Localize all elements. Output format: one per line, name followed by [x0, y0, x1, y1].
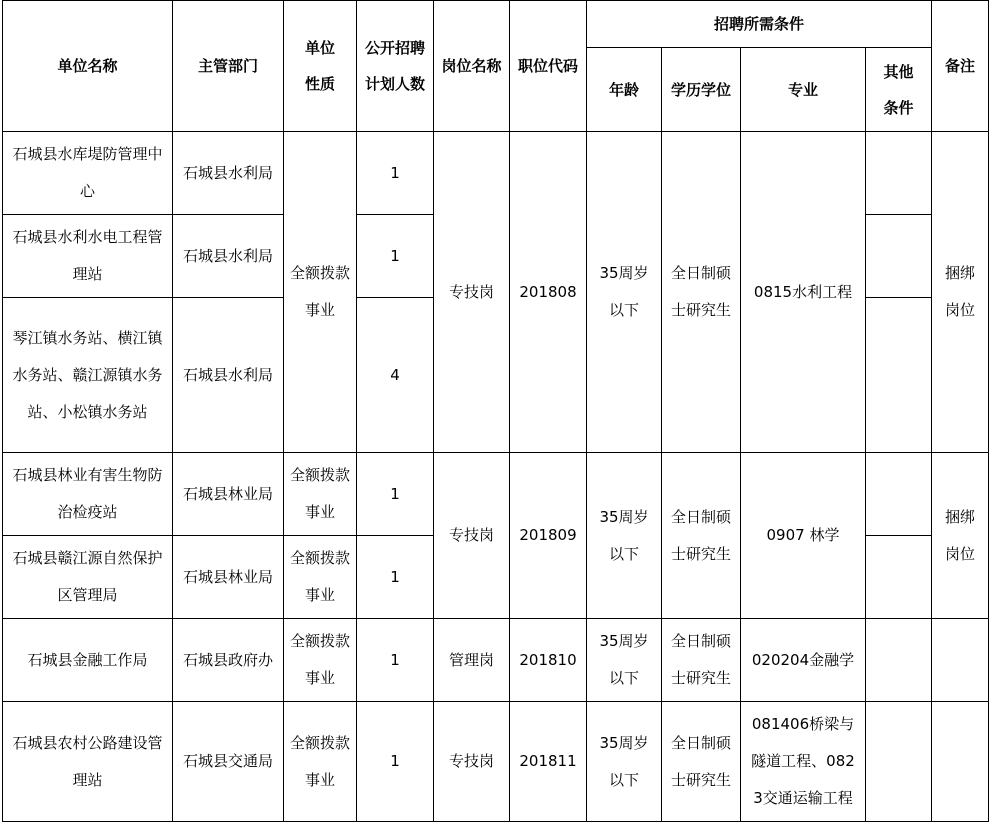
other-cell: [866, 215, 932, 298]
education-cell: 全日制硕士研究生: [662, 619, 741, 702]
unit-name-cell: 石城县金融工作局: [3, 619, 173, 702]
header-code: 职位代码: [510, 1, 587, 132]
table-row: [3, 132, 989, 215]
other-cell: [866, 132, 932, 215]
other-cell: [866, 298, 932, 453]
plan-cell: 1: [357, 132, 434, 215]
age-cell: 35周岁以下: [587, 619, 662, 702]
recruitment-table: [2, 0, 989, 822]
header-plan: 公开招聘计划人数: [357, 1, 434, 132]
header-conditions: 招聘所需条件: [587, 1, 932, 48]
header-unit-type: 单位性质: [284, 1, 357, 132]
other-cell: [866, 453, 932, 536]
plan-cell: 4: [357, 298, 434, 453]
remark-cell: [932, 619, 989, 702]
unit-type-cell: 全额拨款事业: [284, 453, 357, 536]
unit-type-cell: 全额拨款事业: [284, 702, 357, 822]
plan-cell: 1: [357, 215, 434, 298]
major-cell: 020204金融学: [741, 619, 866, 702]
remark-cell: 捆绑岗位: [932, 132, 989, 453]
header-unit-name: 单位名称: [3, 1, 173, 132]
code-cell: 201808: [510, 132, 587, 453]
unit-name-cell: 琴江镇水务站、横江镇水务站、赣江源镇水务站、小松镇水务站: [3, 298, 173, 453]
unit-name-cell: 石城县赣江源自然保护区管理局: [3, 536, 173, 619]
table-row: [3, 453, 989, 536]
remark-cell: 捆绑岗位: [932, 453, 989, 619]
remark-cell: [932, 702, 989, 822]
dept-cell: 石城县水利局: [173, 215, 284, 298]
other-cell: [866, 619, 932, 702]
header-remark: 备注: [932, 1, 989, 132]
dept-cell: 石城县林业局: [173, 453, 284, 536]
unit-type-cell: 全额拨款事业: [284, 536, 357, 619]
plan-cell: 1: [357, 619, 434, 702]
header-post: 岗位名称: [434, 1, 510, 132]
header-education: 学历学位: [662, 48, 741, 132]
table-row: [3, 619, 989, 702]
education-cell: 全日制硕士研究生: [662, 132, 741, 453]
unit-name-cell: 石城县农村公路建设管理站: [3, 702, 173, 822]
table-row: [3, 702, 989, 822]
dept-cell: 石城县水利局: [173, 298, 284, 453]
code-cell: 201809: [510, 453, 587, 619]
header-dept: 主管部门: [173, 1, 284, 132]
plan-cell: 1: [357, 702, 434, 822]
post-cell: 管理岗: [434, 619, 510, 702]
header-major: 专业: [741, 48, 866, 132]
age-cell: 35周岁以下: [587, 453, 662, 619]
other-cell: [866, 536, 932, 619]
age-cell: 35周岁以下: [587, 132, 662, 453]
unit-type-cell: 全额拨款事业: [284, 132, 357, 453]
other-cell: [866, 702, 932, 822]
unit-type-cell: 全额拨款事业: [284, 619, 357, 702]
unit-name-cell: 石城县水库堤防管理中心: [3, 132, 173, 215]
education-cell: 全日制硕士研究生: [662, 453, 741, 619]
dept-cell: 石城县政府办: [173, 619, 284, 702]
age-cell: 35周岁以下: [587, 702, 662, 822]
code-cell: 201810: [510, 619, 587, 702]
dept-cell: 石城县林业局: [173, 536, 284, 619]
header-other: 其他条件: [866, 48, 932, 132]
major-cell: 0907 林学: [741, 453, 866, 619]
plan-cell: 1: [357, 453, 434, 536]
post-cell: 专技岗: [434, 702, 510, 822]
major-cell: 0815水利工程: [741, 132, 866, 453]
post-cell: 专技岗: [434, 453, 510, 619]
code-cell: 201811: [510, 702, 587, 822]
header-age: 年龄: [587, 48, 662, 132]
post-cell: 专技岗: [434, 132, 510, 453]
dept-cell: 石城县交通局: [173, 702, 284, 822]
education-cell: 全日制硕士研究生: [662, 702, 741, 822]
unit-name-cell: 石城县林业有害生物防治检疫站: [3, 453, 173, 536]
dept-cell: 石城县水利局: [173, 132, 284, 215]
unit-name-cell: 石城县水利水电工程管理站: [3, 215, 173, 298]
plan-cell: 1: [357, 536, 434, 619]
major-cell: 081406桥梁与隧道工程、0823交通运输工程: [741, 702, 866, 822]
